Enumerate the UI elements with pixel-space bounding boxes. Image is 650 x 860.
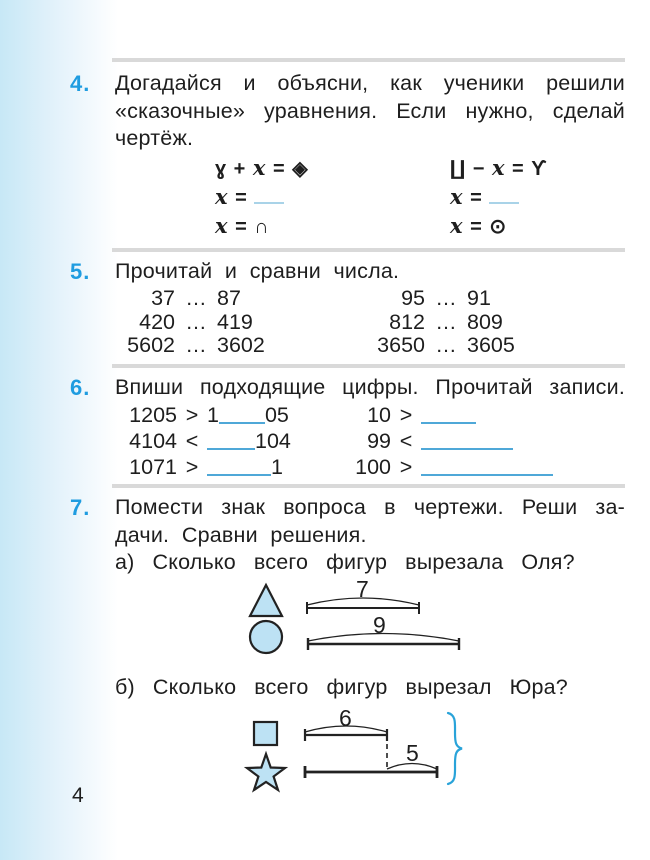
fill-digit-row xyxy=(115,454,625,480)
fairy-symbol: ∐ − xyxy=(450,157,492,180)
number: 91 xyxy=(467,286,491,310)
segment-length-label: 7 xyxy=(356,575,369,602)
digits: 104 xyxy=(255,429,291,453)
variable-x: x xyxy=(450,183,463,209)
ellipsis-placeholder: … xyxy=(185,286,207,310)
triangle-shape xyxy=(250,585,282,616)
circle-shape xyxy=(250,621,282,653)
equals-sign: = xyxy=(462,186,490,209)
number: 95 xyxy=(401,286,425,310)
number: 420 xyxy=(139,309,175,334)
answer-blank xyxy=(207,460,271,476)
equals-sign: = xyxy=(227,186,255,209)
equation-line xyxy=(450,184,625,213)
expression xyxy=(421,402,625,428)
task-4-text-line: «сказочные» уравнения. Если нужно, сделай xyxy=(115,98,625,123)
compare-row xyxy=(115,311,625,335)
variable-x: x xyxy=(450,212,463,238)
part-b-question: б) Сколько всего фигур вырезал Юра? xyxy=(115,674,568,699)
task-5-title: Прочитай и сравни числа. xyxy=(115,258,400,283)
compare-row xyxy=(115,287,625,311)
task-6-title: Впиши подходящие цифры. Прочитай записи. xyxy=(115,374,625,399)
answer-blank xyxy=(207,434,255,450)
fill-digit-row xyxy=(115,428,625,454)
fairy-symbol: = ϒ xyxy=(504,157,547,180)
compare-sign: < xyxy=(399,429,413,453)
number: 99 xyxy=(367,429,391,453)
equation-line xyxy=(215,155,390,184)
answer-blank xyxy=(421,434,513,450)
fairy-symbol: = ∩ xyxy=(227,215,269,238)
fairy-symbol: = ⊙ xyxy=(462,215,507,238)
segment-length-label: 5 xyxy=(406,740,419,766)
number: 87 xyxy=(217,286,241,310)
compare-rows xyxy=(115,287,625,358)
fairy-equations xyxy=(115,155,625,242)
task-7-text-line: дачи. Сравни решения. xyxy=(115,522,367,547)
number: 5602 xyxy=(127,333,175,357)
equation-line xyxy=(215,213,390,242)
ellipsis-placeholder: … xyxy=(435,333,457,357)
page-content xyxy=(70,0,625,807)
segment-9 xyxy=(308,638,459,650)
fill-digit-rows xyxy=(115,402,625,480)
section-divider xyxy=(112,484,625,488)
number: 1205 xyxy=(129,403,177,427)
task-6 xyxy=(70,374,625,481)
number: 3605 xyxy=(467,333,515,357)
task-7 xyxy=(70,494,625,803)
section-divider xyxy=(112,364,625,368)
task-7-text-line: Помести знак вопроса в чертежи. Реши за- xyxy=(115,495,625,519)
diagram-olya xyxy=(240,575,472,665)
ellipsis-placeholder: … xyxy=(185,309,207,334)
segment-total xyxy=(305,766,437,778)
number: 1071 xyxy=(129,455,177,479)
variable-x: x xyxy=(215,212,228,238)
segment-7 xyxy=(307,602,419,614)
star-shape xyxy=(247,754,285,790)
digits: 05 xyxy=(264,403,289,427)
part-a-question: а) Сколько всего фигур вырезала Оля? xyxy=(115,550,575,574)
equation-line xyxy=(450,213,625,242)
fill-digit-row xyxy=(115,402,625,428)
number: 809 xyxy=(467,309,503,334)
segment-length-label: 6 xyxy=(339,705,352,731)
expression xyxy=(207,454,339,480)
variable-x: x xyxy=(215,183,228,209)
ellipsis-placeholder: … xyxy=(185,333,207,357)
answer-blank xyxy=(421,460,553,476)
compare-sign: > xyxy=(185,455,199,479)
number: 37 xyxy=(151,286,175,310)
answer-blank xyxy=(421,408,476,424)
equation-column-left xyxy=(215,155,390,242)
number: 3602 xyxy=(217,333,265,357)
compare-sign: > xyxy=(399,455,413,479)
task-5-number: 5. xyxy=(70,258,91,284)
equation-column-right xyxy=(450,155,625,242)
page-number: 4 xyxy=(72,784,84,807)
answer-blank xyxy=(219,408,265,424)
segment-length-label: 9 xyxy=(373,611,386,638)
square-shape xyxy=(254,722,277,745)
equation-line xyxy=(450,155,625,184)
number: 100 xyxy=(355,455,391,479)
equation-line xyxy=(215,184,390,213)
ellipsis-placeholder: … xyxy=(435,309,457,334)
task-4-number: 4. xyxy=(70,71,91,96)
digits: 1 xyxy=(271,455,283,479)
task-4 xyxy=(70,70,625,242)
expression xyxy=(207,428,339,454)
variable-x: x xyxy=(491,154,505,180)
task-4-text-line: Догадайся и объясни, как ученики решили xyxy=(115,71,625,95)
fairy-symbol: = ◈ xyxy=(265,157,308,180)
section-divider xyxy=(112,248,625,252)
diagram-yura xyxy=(240,707,480,803)
compare-sign: > xyxy=(185,403,199,427)
compare-row xyxy=(115,334,625,358)
number: 4104 xyxy=(129,429,177,453)
fairy-symbol: ɣ + xyxy=(215,157,253,180)
task-4-text-line: чертёж. xyxy=(115,126,194,150)
diagram-yura-drawing xyxy=(240,707,480,803)
ellipsis-placeholder: … xyxy=(435,286,457,310)
digits: 1 xyxy=(207,403,219,427)
expression xyxy=(207,402,339,428)
answer-blank xyxy=(489,189,519,204)
expression xyxy=(421,428,625,454)
variable-x: x xyxy=(252,154,266,180)
task-5 xyxy=(70,258,625,358)
answer-blank xyxy=(254,189,284,204)
task-7-number: 7. xyxy=(70,495,91,520)
section-divider xyxy=(112,58,625,62)
number: 3650 xyxy=(377,333,425,357)
compare-sign: < xyxy=(185,429,199,453)
task-6-number: 6. xyxy=(70,374,91,400)
expression xyxy=(421,454,625,480)
compare-sign: > xyxy=(399,403,413,427)
number: 10 xyxy=(367,403,391,427)
number: 812 xyxy=(389,309,425,334)
curly-brace-icon xyxy=(448,713,462,784)
number: 419 xyxy=(217,309,253,334)
